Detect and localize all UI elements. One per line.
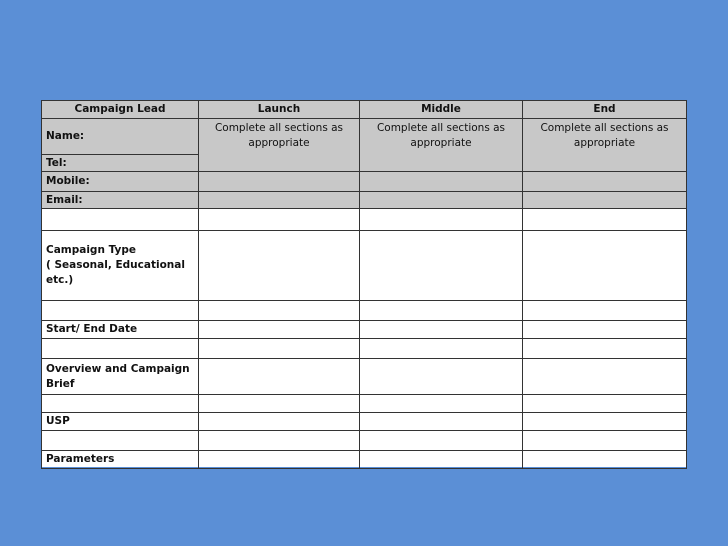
blank-end-cell[interactable] <box>523 395 687 413</box>
blank-middle-cell[interactable] <box>360 339 523 359</box>
blank-launch-cell[interactable] <box>199 209 360 231</box>
usp-end-cell[interactable] <box>523 413 687 431</box>
email-label: Email: <box>42 192 199 209</box>
email-launch-cell[interactable] <box>199 192 360 209</box>
parameters-label: Parameters <box>42 451 199 469</box>
start-end-date-end-cell[interactable] <box>523 321 687 339</box>
campaign-type-label-line: Campaign Type <box>46 244 136 256</box>
parameters-row <box>42 451 687 469</box>
overview-label-line: Overview and Campaign <box>46 362 190 375</box>
campaign-brief-table <box>41 100 687 469</box>
overview-middle-cell[interactable] <box>360 359 523 395</box>
header-campaign-lead: Campaign Lead <box>42 101 199 119</box>
name-label: Name: <box>42 119 199 155</box>
blank-label-cell[interactable] <box>42 339 199 359</box>
header-launch: Launch <box>199 101 360 119</box>
start-end-date-launch-cell[interactable] <box>199 321 360 339</box>
start-end-date-label: Start/ End Date <box>42 321 199 339</box>
blank-label-cell[interactable] <box>42 301 199 321</box>
campaign-type-middle-cell[interactable] <box>360 231 523 301</box>
mobile-middle-cell[interactable] <box>360 172 523 192</box>
overview-end-cell[interactable] <box>523 359 687 395</box>
email-middle-cell[interactable] <box>360 192 523 209</box>
blank-label-cell[interactable] <box>42 431 199 451</box>
blank-middle-cell[interactable] <box>360 301 523 321</box>
campaign-brief-sheet <box>41 100 686 467</box>
usp-row <box>42 413 687 431</box>
blank-middle-cell[interactable] <box>360 395 523 413</box>
blank-label-cell[interactable] <box>42 395 199 413</box>
blank-end-cell[interactable] <box>523 339 687 359</box>
campaign-type-row <box>42 231 687 301</box>
parameters-end-cell[interactable] <box>523 451 687 469</box>
usp-launch-cell[interactable] <box>199 413 360 431</box>
campaign-type-launch-cell[interactable] <box>199 231 360 301</box>
blank-row <box>42 431 687 451</box>
blank-launch-cell[interactable] <box>199 395 360 413</box>
usp-middle-cell[interactable] <box>360 413 523 431</box>
blank-row <box>42 209 687 231</box>
start-end-date-middle-cell[interactable] <box>360 321 523 339</box>
blank-end-cell[interactable] <box>523 431 687 451</box>
mobile-launch-cell[interactable] <box>199 172 360 192</box>
overview-row <box>42 359 687 395</box>
blank-launch-cell[interactable] <box>199 339 360 359</box>
middle-note-cell[interactable]: Complete all sections as appropriate <box>360 119 523 172</box>
email-row <box>42 192 687 209</box>
overview-launch-cell[interactable] <box>199 359 360 395</box>
email-end-cell[interactable] <box>523 192 687 209</box>
blank-middle-cell[interactable] <box>360 431 523 451</box>
parameters-middle-cell[interactable] <box>360 451 523 469</box>
campaign-type-label <box>42 231 199 301</box>
blank-label-cell[interactable] <box>42 209 199 231</box>
campaign-type-label-line: etc.) <box>46 274 74 286</box>
blank-middle-cell[interactable] <box>360 209 523 231</box>
launch-note-cell[interactable]: Complete all sections as appropriate <box>199 119 360 172</box>
blank-launch-cell[interactable] <box>199 431 360 451</box>
blank-row <box>42 395 687 413</box>
campaign-type-label-line: ( Seasonal, Educational <box>46 259 185 271</box>
usp-label: USP <box>42 413 199 431</box>
parameters-launch-cell[interactable] <box>199 451 360 469</box>
blank-end-cell[interactable] <box>523 209 687 231</box>
header-end: End <box>523 101 687 119</box>
blank-launch-cell[interactable] <box>199 301 360 321</box>
header-middle: Middle <box>360 101 523 119</box>
blank-end-cell[interactable] <box>523 301 687 321</box>
name-row <box>42 119 687 155</box>
campaign-type-end-cell[interactable] <box>523 231 687 301</box>
overview-label <box>42 359 199 395</box>
header-row <box>42 101 687 119</box>
blank-row <box>42 301 687 321</box>
mobile-row <box>42 172 687 192</box>
end-note-cell[interactable]: Complete all sections as appropriate <box>523 119 687 172</box>
tel-label: Tel: <box>42 155 199 172</box>
mobile-label: Mobile: <box>42 172 199 192</box>
start-end-date-row <box>42 321 687 339</box>
overview-label-line: Brief <box>46 377 75 390</box>
mobile-end-cell[interactable] <box>523 172 687 192</box>
blank-row <box>42 339 687 359</box>
